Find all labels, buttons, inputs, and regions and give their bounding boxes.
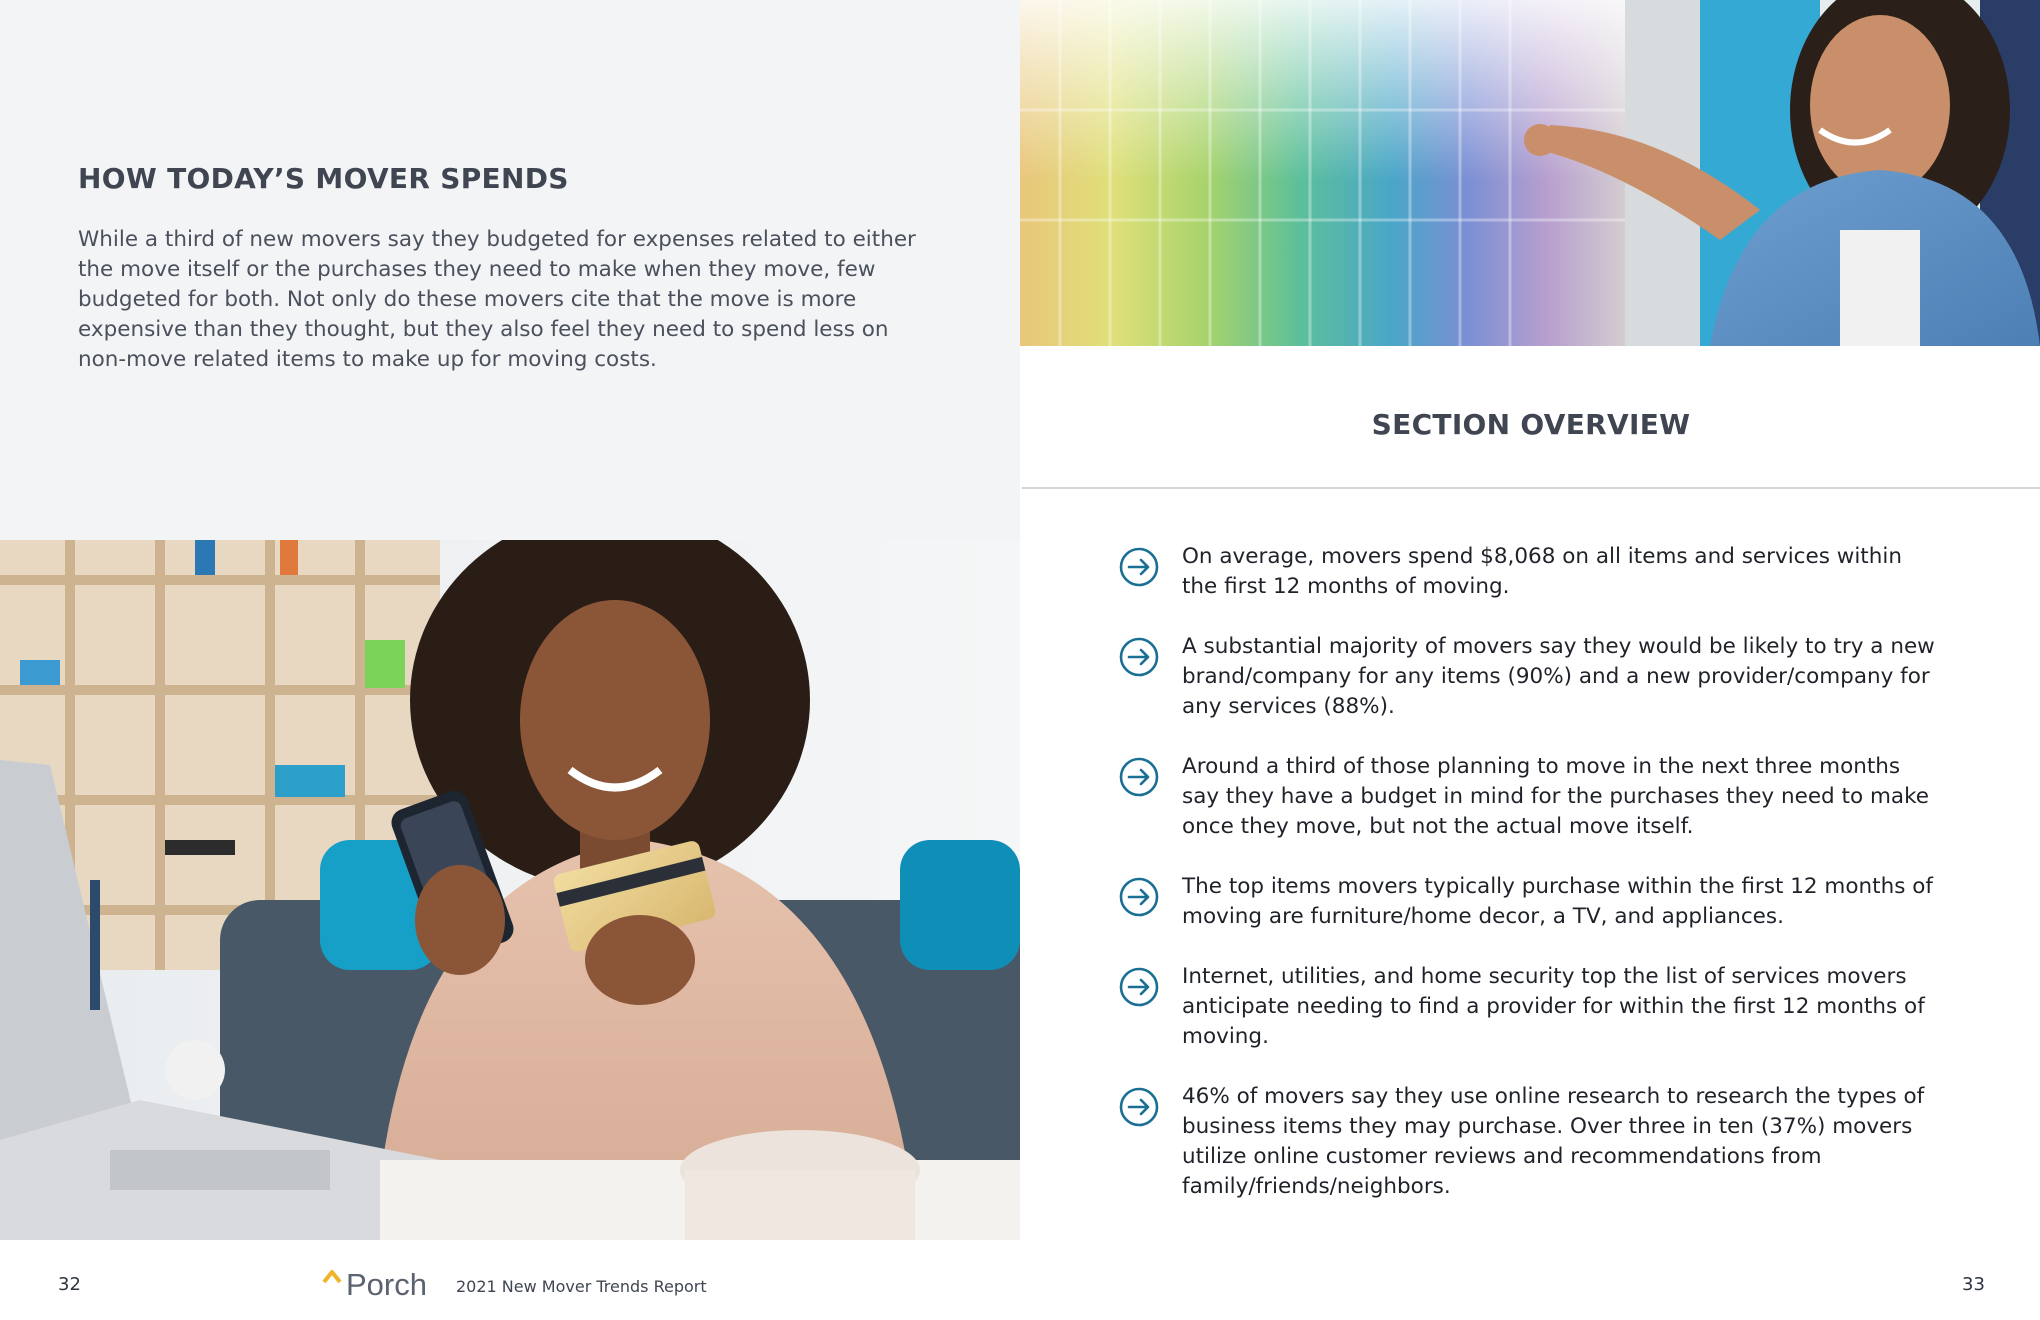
section-divider (1022, 487, 2040, 489)
porch-logo (322, 1266, 432, 1300)
page-number-left: 32 (58, 1274, 81, 1295)
svg-text:Porch: Porch (346, 1267, 427, 1300)
overview-bullet-text: Internet, utilities, and home security top the list of services movers anticipate needing to find a provider for within the first 12 months of moving. (1182, 964, 1925, 1049)
arrow-right-circle-icon (1118, 966, 1160, 1008)
arrow-right-circle-icon (1118, 876, 1160, 918)
overview-bullet-text: On average, movers spend $8,068 on all items and services within the first 12 months of moving. (1182, 544, 1902, 599)
page-heading: HOW TODAY’S MOVER SPENDS (78, 162, 569, 195)
arrow-right-circle-icon (1118, 636, 1160, 678)
arrow-right-circle-icon (1118, 756, 1160, 798)
overview-bullet-text: 46% of movers say they use online research to research the types of business items they may purchase. Over three in ten (37%) movers utilize online customer reviews and recommendations from family/friends/neighbors. (1182, 1084, 1925, 1199)
report-title: 2021 New Mover Trends Report (456, 1277, 707, 1296)
woman-shopping-online-photo (0, 540, 1020, 1240)
arrow-right-circle-icon (1118, 546, 1160, 588)
intro-paragraph: While a third of new movers say they budgeted for expenses related to either the move itself or the purchases they need to make when they move, few budgeted for both. Not only do these movers cite that the move is more expensive than they thought, but they also feel they need to spend less on non-move related items to make up for moving costs. (78, 227, 916, 372)
overview-bullet-text: A substantial majority of movers say they would be likely to try a new brand/company for any items (90%) and a new provider/company for any services (88%). (1182, 634, 1935, 719)
arrow-right-circle-icon (1118, 1086, 1160, 1128)
paint-swatch-photo (1020, 0, 2040, 346)
overview-bullet-text: The top items movers typically purchase within the first 12 months of moving are furniture/home decor, a TV, and appliances. (1182, 874, 1933, 929)
page-number-right: 33 (1962, 1274, 1985, 1295)
overview-bullet-text: Around a third of those planning to move in the next three months say they have a budget in mind for the purchases they need to make once they move, but not the actual move itself. (1182, 754, 1929, 839)
section-overview-title: SECTION OVERVIEW (1371, 408, 1691, 441)
